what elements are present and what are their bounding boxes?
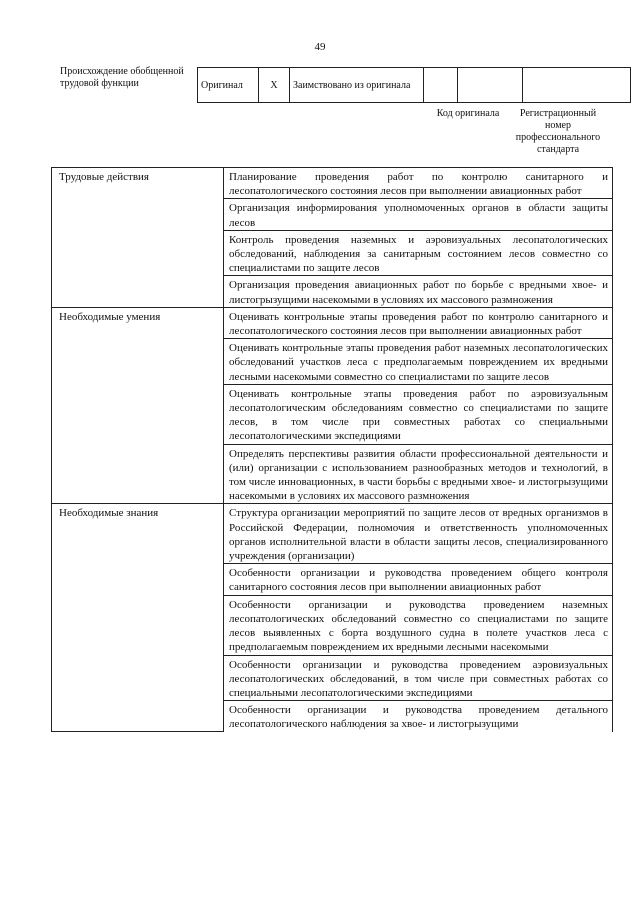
origin-borrowed-cell: Заимствовано из оригинала bbox=[290, 68, 424, 103]
table-row bbox=[52, 504, 613, 564]
table-cell: Структура организации мероприятий по защите лесов от вредных организмов в Российской Федерации, полномочия и ответственность уполномоченных органов исполнительной власти в области защиты лесов, специализированного учреждения (организации) bbox=[224, 504, 613, 564]
origin-code-cell bbox=[458, 68, 523, 103]
table-row bbox=[52, 307, 613, 338]
origin-reg-number-cell bbox=[523, 68, 631, 103]
table-row bbox=[52, 168, 613, 199]
section-title: Необходимые знания bbox=[52, 504, 224, 732]
code-label: Код оригинала bbox=[436, 108, 500, 119]
section-title: Трудовые действия bbox=[52, 168, 224, 308]
reg-number-label: Регистрационный номер профессионального стандарта bbox=[515, 108, 601, 155]
table-cell: Особенности организации и руководства проведением аэровизуальных лесопатологических обследований, в том числе при совместных работах со специальными лесопатологическими экспедициями bbox=[224, 655, 613, 701]
table-cell: Организация проведения авиационных работ по борьбе с вредными хвое- и листогрызущими насекомыми в условиях их массового размножения bbox=[224, 276, 613, 307]
table-cell: Организация информирования уполномоченных органов в области защиты лесов bbox=[224, 199, 613, 230]
table-cell: Оценивать контрольные этапы проведения работ по аэровизуальным лесопатологическим обследованиям совместно со специалистами по защите лесов, в том числе при совместных работах со специальными лесопатологическими экспедициями bbox=[224, 384, 613, 444]
table-cell: Оценивать контрольные этапы проведения работ наземных лесопатологических обследований участков леса с предполагаемым повреждением их вредными лесными насекомыми совместно со специалистами по защите лесов bbox=[224, 339, 613, 385]
table-cell: Особенности организации и руководства проведением детального лесопатологического наблюдения за хвое- и листогрызущими bbox=[224, 701, 613, 732]
section-title: Необходимые умения bbox=[52, 307, 224, 504]
origin-empty-cell bbox=[424, 68, 458, 103]
functions-table bbox=[51, 167, 613, 732]
table-cell: Оценивать контрольные этапы проведения работ по контролю санитарного и лесопатологического состояния лесов при выполнении авиационных работ bbox=[224, 307, 613, 338]
origin-table bbox=[197, 67, 631, 103]
table-cell: Контроль проведения наземных и аэровизуальных лесопатологических обследований, наблюдения за санитарным состоянием лесов совместно со специалистами по защите лесов bbox=[224, 230, 613, 276]
origin-label: Происхождение обобщенной трудовой функции bbox=[60, 66, 184, 89]
origin-original-cell: Оригинал bbox=[198, 68, 259, 103]
table-cell: Особенности организации и руководства проведением общего контроля санитарного состояния лесов при выполнении авиационных работ bbox=[224, 564, 613, 595]
table-cell: Планирование проведения работ по контролю санитарного и лесопатологического состояния лесов при выполнении авиационных работ bbox=[224, 168, 613, 199]
table-cell: Особенности организации и руководства проведением наземных лесопатологических обследований совместно со специалистами по защите лесов выявленных с борта воздушного судна в полете участков леса с предполагаемым повреждением их вредными лесными насекомыми bbox=[224, 595, 613, 655]
table-cell: Определять перспективы развития области профессиональной деятельности и (или) организации с использованием разнообразных методов и технологий, в том числе инновационных, в части борьбы с вредными хвое- и листогрызущими насекомыми в условиях их массового размножения bbox=[224, 444, 613, 504]
origin-mark-cell: X bbox=[259, 68, 290, 103]
page-number: 49 bbox=[314, 41, 326, 53]
